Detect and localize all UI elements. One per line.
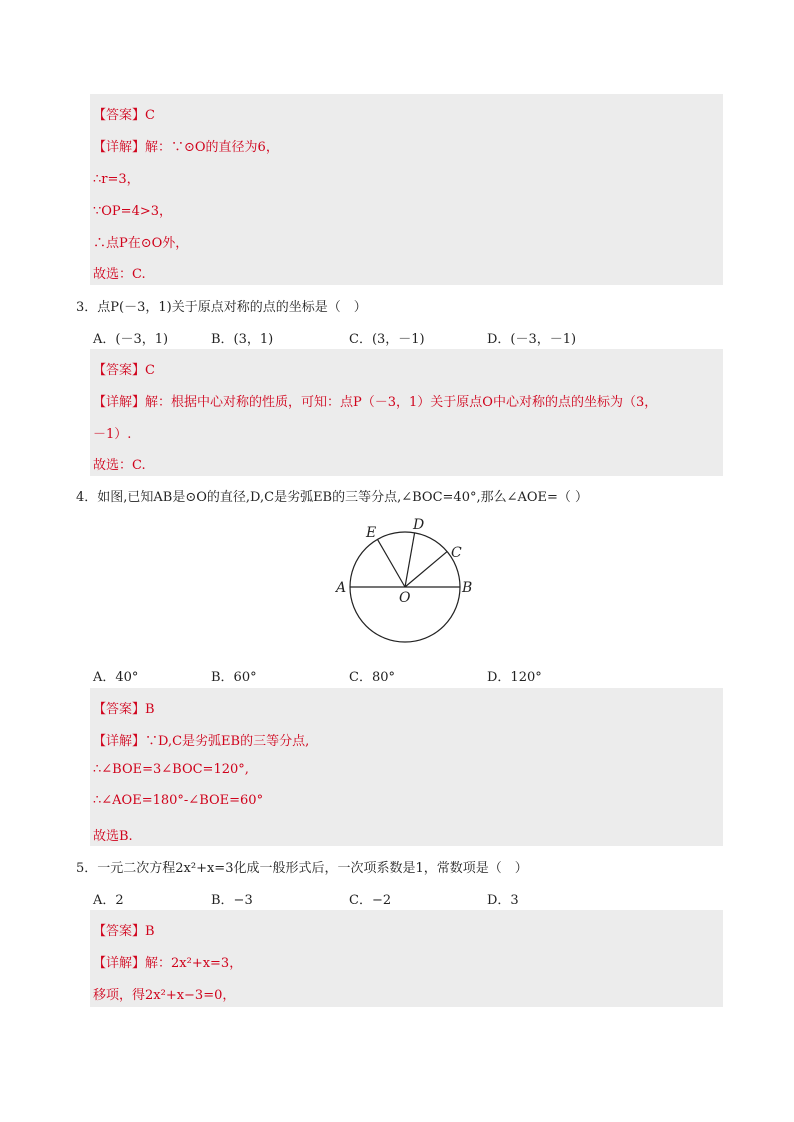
detail-line: 故选：C. (93, 267, 146, 282)
detail-line: 故选B. (93, 829, 133, 844)
radius-oc (405, 552, 447, 587)
detail-line: ∴∠AOE=180°-∠BOE=60° (93, 793, 264, 808)
detail-line: ∵OP=4>3， (93, 204, 173, 219)
q5-option-a: A．2 (93, 893, 124, 908)
answer-label: 【答案】B (93, 702, 155, 717)
answer-label: 【答案】C (93, 363, 155, 378)
label-a: A (336, 580, 347, 596)
question-3-stem: 3．点P(－3，1)关于原点对称的点的坐标是（ ） (76, 300, 367, 315)
radius-od (405, 533, 415, 587)
q3-option-b: B．(3，1) (211, 332, 274, 347)
detail-line: 故选：C. (93, 458, 146, 473)
detail-line: 【详解】解：∵⊙O的直径为6， (93, 140, 279, 155)
answer-box-3 (90, 349, 723, 476)
detail-line: ∴∠BOE=3∠BOC=120°, (93, 762, 249, 777)
answer-label: 【答案】C (93, 108, 155, 123)
label-b: B (462, 580, 473, 596)
detail-line: 移项，得2x²+x−3=0， (93, 988, 236, 1003)
q4-option-a: A．40° (93, 670, 139, 685)
detail-line: 【详解】∵D,C是劣弧EB的三等分点, (93, 734, 310, 749)
circle-figure (330, 512, 480, 652)
detail-line: ∴r=3， (93, 172, 140, 187)
answer-label: 【答案】B (93, 924, 155, 939)
detail-line: －1）. (93, 427, 132, 442)
label-e: E (366, 525, 377, 541)
label-o: O (399, 590, 411, 606)
detail-line: 【详解】解：2x²+x=3， (93, 956, 243, 971)
q3-option-d: D．(－3，－1) (487, 332, 577, 347)
q4-option-d: D．120° (487, 670, 542, 685)
q5-option-d: D．3 (487, 893, 519, 908)
answer-box-1 (90, 94, 723, 285)
label-c: C (451, 545, 462, 561)
radius-oe (378, 539, 406, 587)
q3-option-c: C．(3，－1) (349, 332, 425, 347)
detail-line: ∴点P在⊙O外， (93, 236, 189, 251)
label-d: D (413, 517, 425, 533)
q5-option-c: C．−2 (349, 893, 392, 908)
q4-option-b: B．60° (211, 670, 257, 685)
question-5-stem: 5．一元二次方程2x²+x=3化成一般形式后，一次项系数是1，常数项是（ ） (76, 861, 528, 876)
detail-line: 【详解】解：根据中心对称的性质，可知：点P（－3，1）关于原点O中心对称的点的坐标为（3， (93, 395, 658, 410)
q3-option-a: A．(－3，1) (93, 332, 169, 347)
q5-option-b: B．−3 (211, 893, 253, 908)
q4-option-c: C．80° (349, 670, 395, 685)
question-4-stem: 4．如图,已知AB是⊙O的直径,D,C是劣弧EB的三等分点,∠BOC=40°,那么∠AOE=（ ） (76, 490, 589, 505)
